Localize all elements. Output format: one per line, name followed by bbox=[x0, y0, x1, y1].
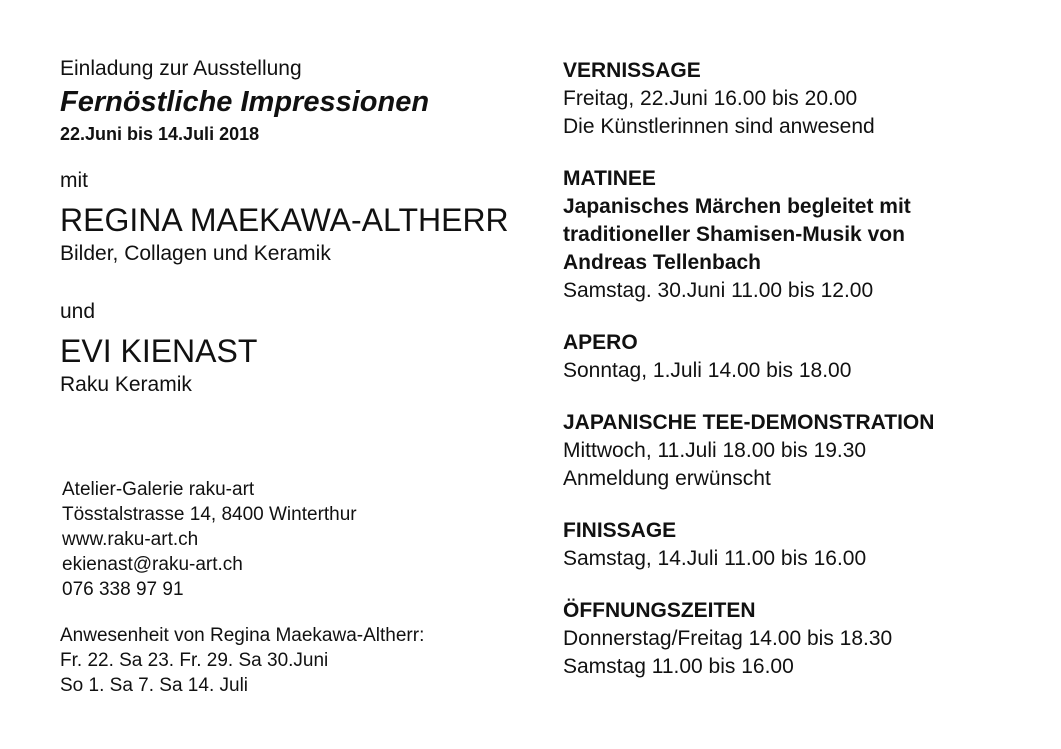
gallery-address: Tösstalstrasse 14, 8400 Winterthur bbox=[62, 504, 357, 525]
exhibition-title: Fernöstliche Impressionen bbox=[60, 86, 430, 118]
artist-name-evi: EVI KIENAST bbox=[60, 333, 258, 369]
artist-description-regina: Bilder, Collagen und Keramik bbox=[60, 242, 331, 265]
event-finissage bbox=[563, 517, 1033, 573]
artist-description-evi: Raku Keramik bbox=[60, 373, 192, 396]
event-title: APERO bbox=[563, 331, 638, 354]
artist-name-regina: REGINA MAEKAWA-ALTHERR bbox=[60, 202, 509, 238]
presence-heading: Anwesenheit von Regina Maekawa-Altherr: bbox=[60, 625, 425, 646]
gallery-email[interactable]: ekienast@raku-art.ch bbox=[62, 554, 243, 575]
event-line: Anmeldung erwünscht bbox=[563, 467, 771, 490]
event-line: Samstag, 14.Juli 11.00 bis 16.00 bbox=[563, 547, 867, 570]
presence-line: So 1. Sa 7. Sa 14. Juli bbox=[60, 675, 249, 696]
event-title: ÖFFNUNGSZEITEN bbox=[563, 599, 756, 622]
event-title: JAPANISCHE TEE-DEMONSTRATION bbox=[563, 411, 935, 434]
mit-text: mit bbox=[60, 169, 88, 192]
event-line: Donnerstag/Freitag 14.00 bis 18.30 bbox=[563, 627, 893, 650]
event-vernissage bbox=[563, 57, 1033, 141]
event-line: Die Künstlerinnen sind anwesend bbox=[563, 115, 875, 138]
invitation-intro: Einladung zur Ausstellung bbox=[60, 57, 302, 80]
gallery-name: Atelier-Galerie raku-art bbox=[62, 479, 255, 500]
presence-line: Fr. 22. Sa 23. Fr. 29. Sa 30.Juni bbox=[60, 650, 329, 671]
event-title: MATINEE bbox=[563, 167, 656, 190]
event-matinee bbox=[563, 165, 1033, 305]
event-line: Freitag, 22.Juni 16.00 bis 20.00 bbox=[563, 87, 858, 110]
event-tea-demonstration bbox=[563, 409, 1033, 493]
event-line: Samstag 11.00 bis 16.00 bbox=[563, 655, 794, 678]
exhibition-dates: 22.Juni bis 14.Juli 2018 bbox=[60, 124, 260, 144]
event-line: Samstag. 30.Juni 11.00 bis 12.00 bbox=[563, 279, 874, 302]
event-description: Japanisches Märchen begleitet mit bbox=[563, 195, 911, 218]
events-list bbox=[563, 57, 1033, 705]
event-description: Andreas Tellenbach bbox=[563, 251, 762, 274]
event-line: Mittwoch, 11.Juli 18.00 bis 19.30 bbox=[563, 439, 867, 462]
gallery-phone: 076 338 97 91 bbox=[62, 579, 184, 600]
contact-block bbox=[62, 477, 357, 602]
event-title: VERNISSAGE bbox=[563, 59, 701, 82]
presence-block bbox=[60, 623, 424, 698]
gallery-website[interactable]: www.raku-art.ch bbox=[62, 529, 199, 550]
event-title: FINISSAGE bbox=[563, 519, 677, 542]
event-apero bbox=[563, 329, 1033, 385]
event-opening-hours bbox=[563, 597, 1033, 681]
event-description: traditioneller Shamisen-Musik von bbox=[563, 223, 905, 246]
und-text: und bbox=[60, 300, 96, 323]
event-line: Sonntag, 1.Juli 14.00 bis 18.00 bbox=[563, 359, 852, 382]
